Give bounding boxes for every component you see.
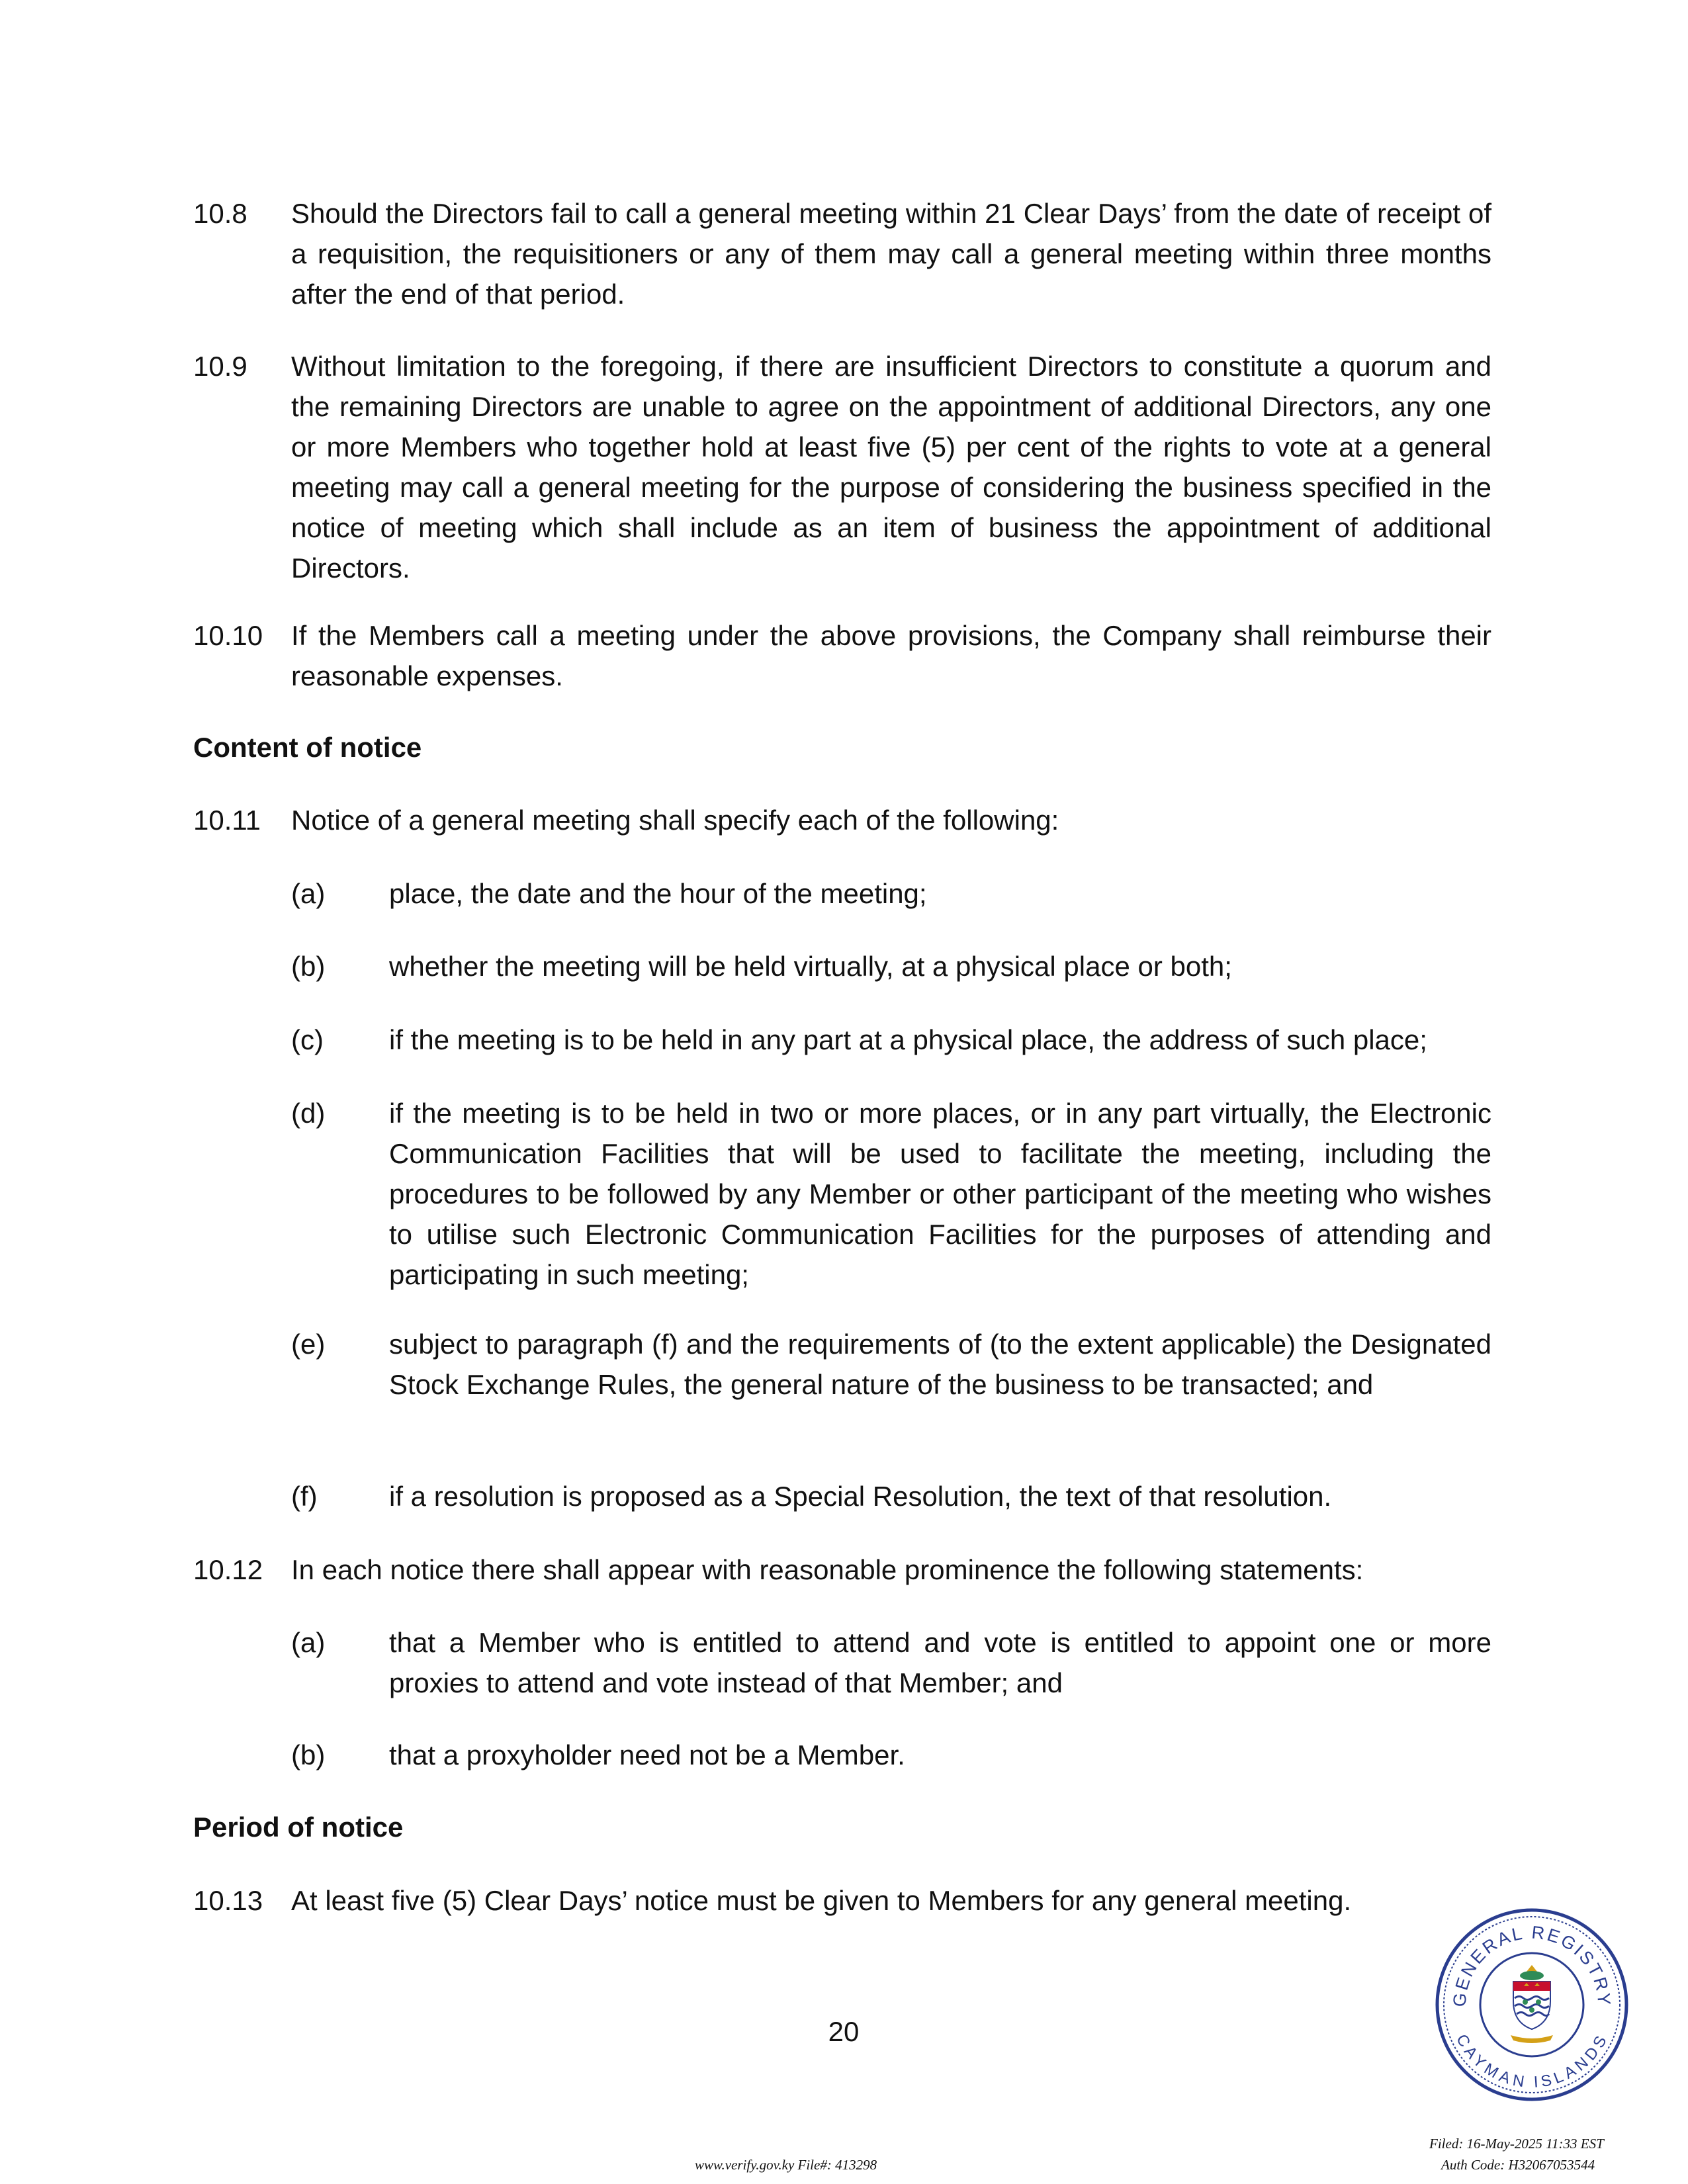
clause-10-10 (193, 615, 1491, 696)
sub-item-10-11-a (291, 873, 1491, 914)
clause-10-11 (193, 800, 1491, 840)
sub-item-label: (f) (291, 1481, 318, 1512)
clause-text: Should the Directors fail to call a general meeting within 21 Clear Days’ from the date of receipt of a requisition, the requisitioners or any of them may call a general meeting within three months after the end of that period. (291, 198, 1491, 310)
seal-bottom-text: CAYMAN ISLANDS (1452, 2031, 1611, 2091)
footer-filed-date: Filed: 16-May-2025 11:33 EST (1429, 2136, 1604, 2152)
clause-10-13 (193, 1880, 1491, 1921)
sub-item-label: (b) (291, 1739, 326, 1770)
page-number: 20 (828, 2016, 860, 2047)
clause-number: 10.12 (193, 1554, 263, 1585)
sub-item-10-11-c (291, 1020, 1491, 1060)
clause-text: In each notice there shall appear with reasonable prominence the following statements: (291, 1554, 1364, 1585)
sub-item-text: subject to paragraph (f) and the requirements of (to the extent applicable) the Designated Stock Exchange Rules, the general nature of the business to be transacted; and (389, 1329, 1491, 1400)
seal-top-text: GENERAL REGISTRY (1449, 1922, 1615, 2008)
clause-number: 10.13 (193, 1885, 263, 1916)
sub-item-text: whether the meeting will be held virtually, at a physical place or both; (389, 951, 1232, 982)
sub-item-text: that a proxyholder need not be a Member. (389, 1739, 905, 1770)
clause-10-9 (193, 346, 1491, 588)
sub-item-label: (a) (291, 1627, 326, 1658)
general-registry-seal-icon (1433, 1905, 1631, 2104)
clause-text: If the Members call a meeting under the above provisions, the Company shall reimburse their reasonable expenses. (291, 620, 1491, 691)
sub-item-10-12-b (291, 1735, 1491, 1775)
sub-item-text: that a Member who is entitled to attend and vote is entitled to appoint one or more proxies to attend and vote instead of that Member; and (389, 1627, 1491, 1698)
sub-item-10-12-a (291, 1622, 1491, 1703)
clause-text: Without limitation to the foregoing, if there are insufficient Directors to constitute a quorum and the remaining Directors are unable to agree on the appointment of additional Directors, any one or more Members who together hold at least five (5) per cent of the rights to vote at a general meeting may call a general meeting for the purpose of considering the business specified in the notice of meeting which shall include as an item of business the appointment of additional Directors. (291, 351, 1491, 584)
sub-item-10-11-e (291, 1324, 1491, 1405)
clause-10-8 (193, 193, 1491, 314)
sub-item-label: (b) (291, 951, 326, 982)
clause-text: Notice of a general meeting shall specify each of the following: (291, 805, 1059, 836)
sub-item-text: if a resolution is proposed as a Special Resolution, the text of that resolution. (389, 1481, 1332, 1512)
clause-number: 10.10 (193, 620, 263, 651)
sub-item-text: place, the date and the hour of the meeting; (389, 878, 927, 909)
clause-number: 10.9 (193, 351, 247, 382)
clause-text: At least five (5) Clear Days’ notice must be given to Members for any general meeting. (291, 1885, 1352, 1916)
clause-number: 10.11 (193, 805, 261, 836)
section-heading-period-of-notice: Period of notice (193, 1812, 404, 1843)
clause-10-12 (193, 1550, 1491, 1590)
sub-item-label: (e) (291, 1329, 326, 1360)
sub-item-10-11-f (291, 1476, 1491, 1516)
sub-item-text: if the meeting is to be held in two or more places, or in any part virtually, the Electronic Communication Facilities that will be used to facilitate the meeting, including the procedures to be followed by any Member or other participant of the meeting who wishes to utilise such Electronic Communication Facilities for the purposes of attending and participating in such meeting; (389, 1098, 1491, 1290)
footer-verify-url: www.verify.gov.ky File#: 413298 (695, 2157, 877, 2173)
sub-item-label: (a) (291, 878, 326, 909)
sub-item-label: (d) (291, 1098, 326, 1129)
sub-item-10-11-b (291, 946, 1491, 986)
section-heading-content-of-notice: Content of notice (193, 732, 422, 763)
sub-item-label: (c) (291, 1024, 324, 1055)
footer-auth-code: Auth Code: H32067053544 (1441, 2157, 1595, 2173)
sub-item-text: if the meeting is to be held in any part at a physical place, the address of such place; (389, 1024, 1427, 1055)
sub-item-10-11-d (291, 1093, 1491, 1295)
clause-number: 10.8 (193, 198, 247, 229)
